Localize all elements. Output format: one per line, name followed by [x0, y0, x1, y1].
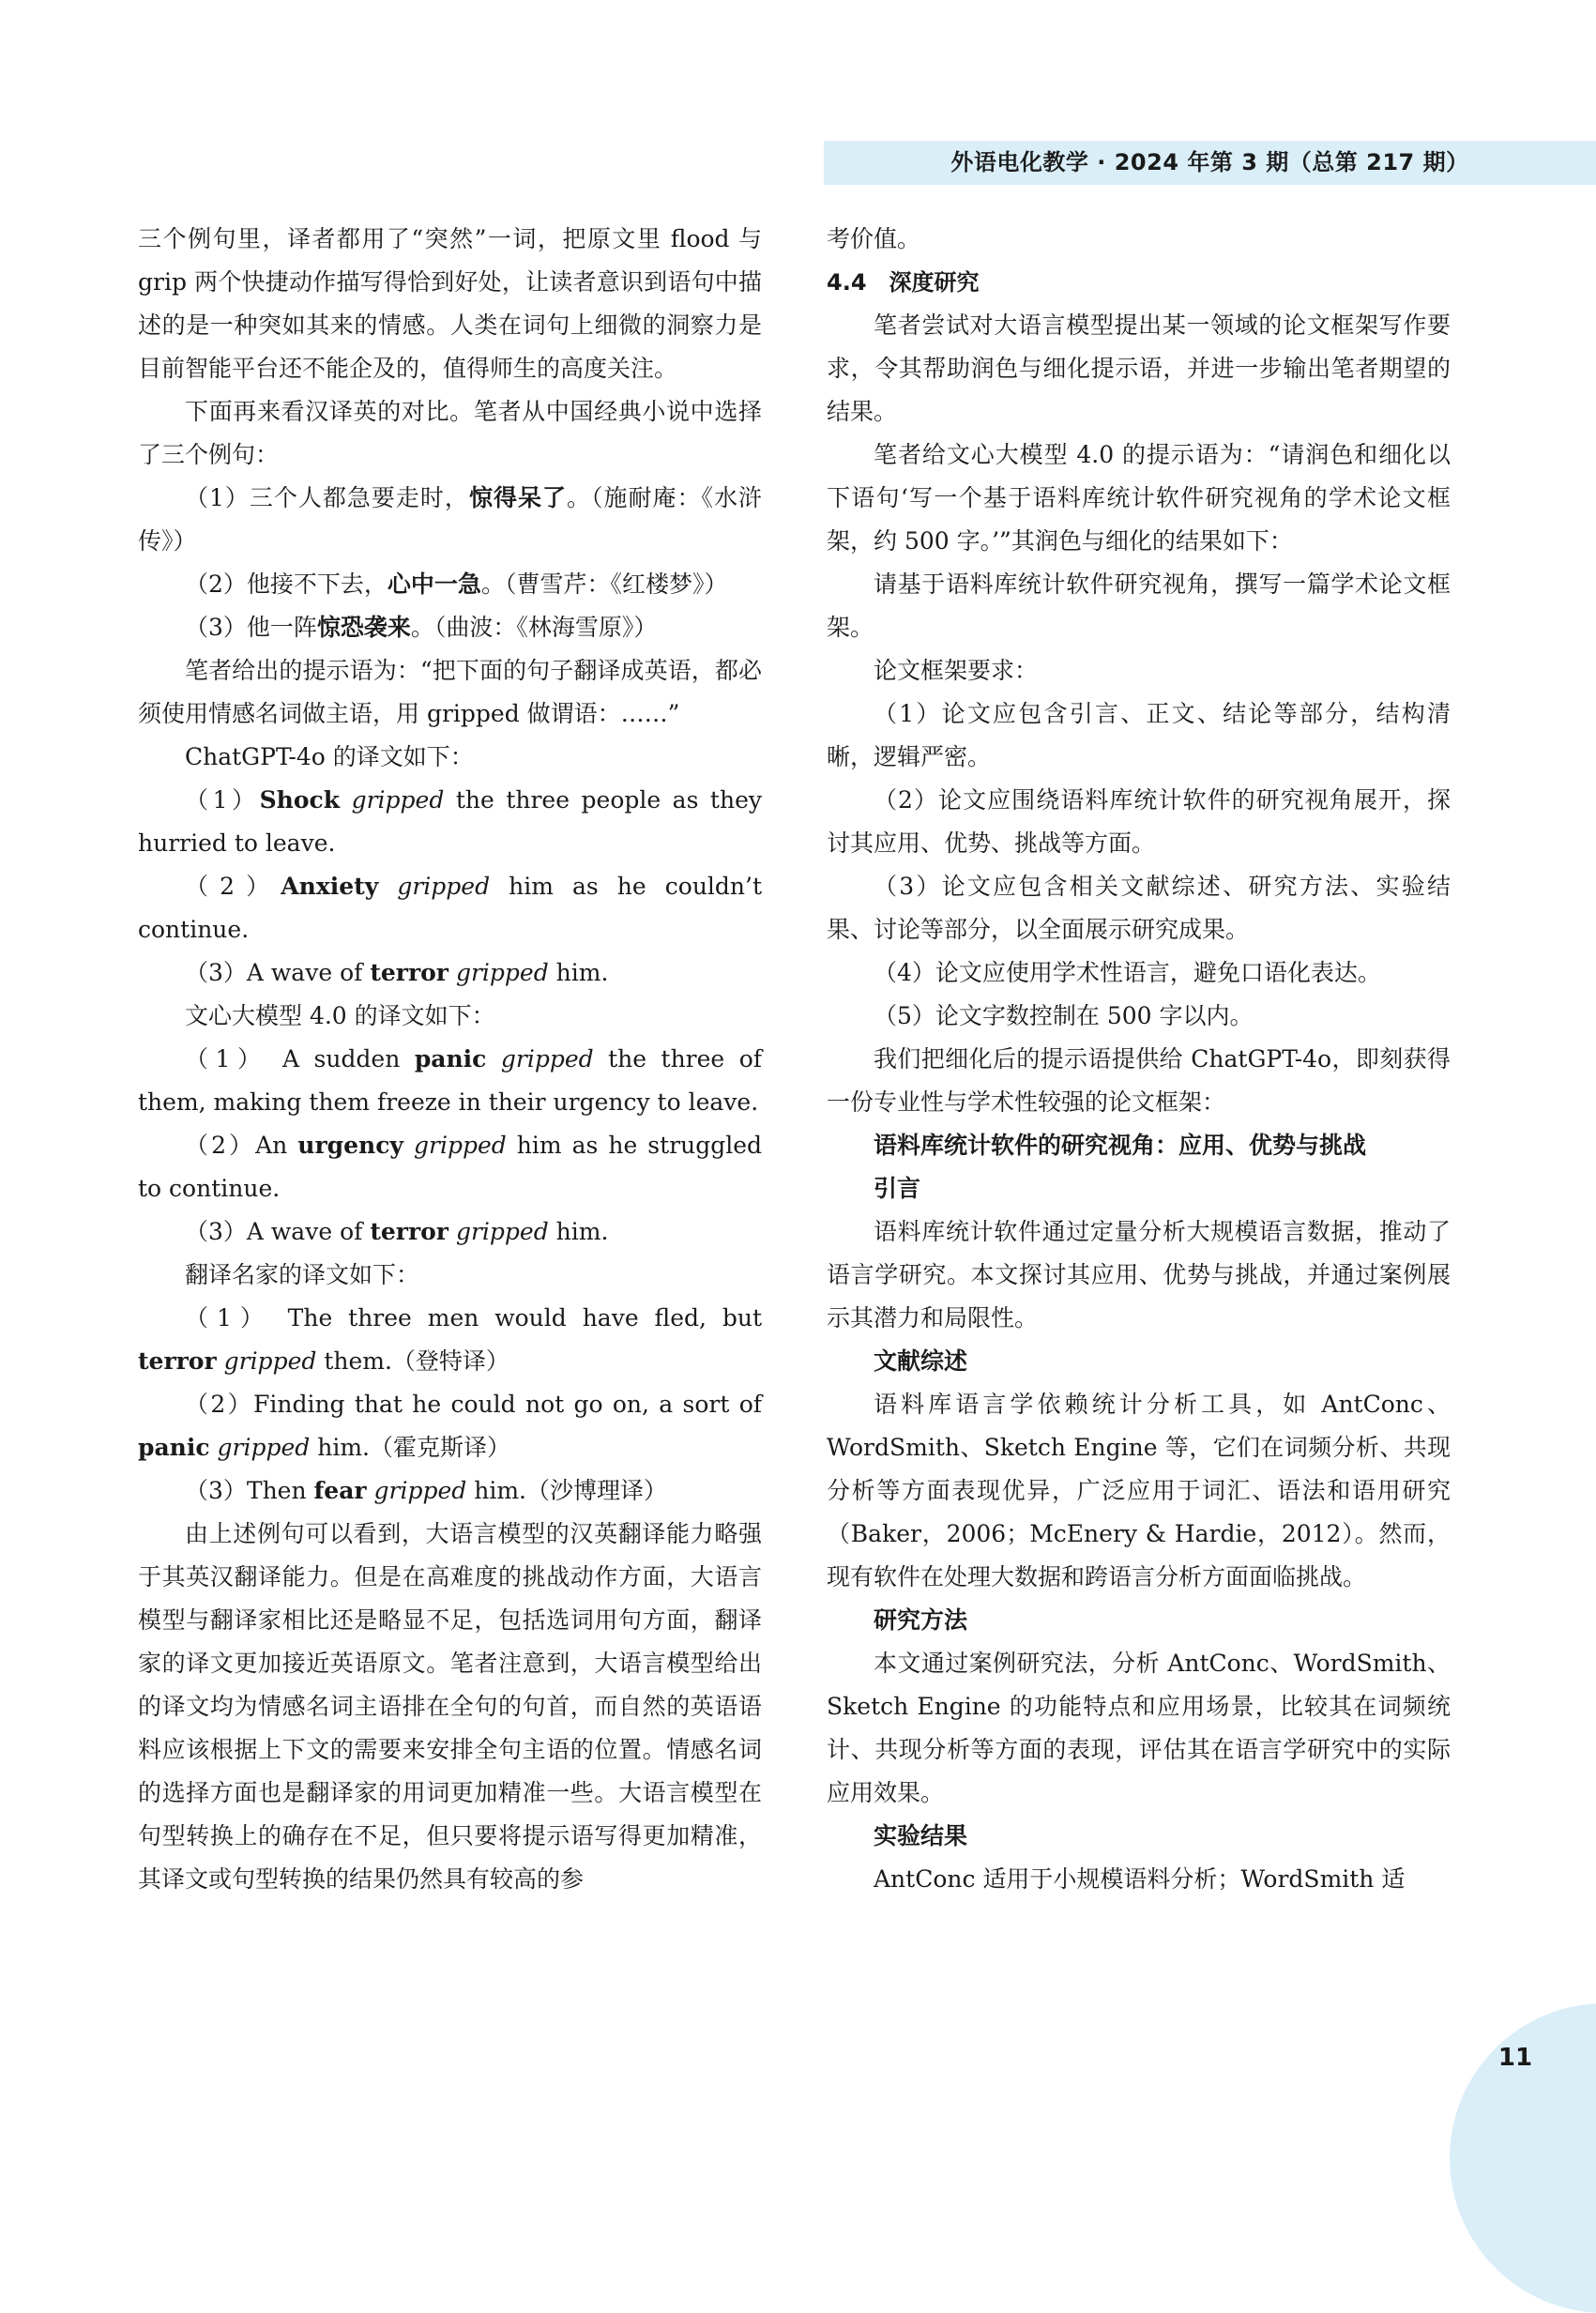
wenxin-translation-1: （1） A sudden panic gripped the three of them, making them freeze in their urgency to leave. — [138, 1045, 762, 1116]
framework-heading: 实验结果 — [874, 1822, 968, 1849]
framework-text: 语料库语言学依赖统计分析工具，如 AntConc、WordSmith、Sketch Engine 等，它们在词频分析、共现分析等方面表现优异，广泛应用于词汇、语法和语用研究（Baker，2006；McEnery & Hardie，2012）。然而，现有软件在处理大数据和跨语言分析方面面临挑战。 — [827, 1391, 1451, 1590]
framework-title: 语料库统计软件的研究视角：应用、优势与挑战 — [874, 1132, 1367, 1159]
wenxin-translation-3: （3）A wave of terror gripped him. — [185, 1218, 609, 1245]
expert-translation-2: （2）Finding that he could not go on, a sort of panic gripped him.（霍克斯译） — [138, 1391, 762, 1461]
paragraph: 笔者给出的提示语为：“把下面的句子翻译成英语，都必须使用情感名词做主语，用 gripped 做谓语：……” — [138, 657, 762, 727]
gpt-translation-3: （3）A wave of terror gripped him. — [185, 959, 609, 986]
framework-text: 语料库统计软件通过定量分析大规模语言数据，推动了语言学研究。本文探讨其应用、优势与挑战，并通过案例展示其潜力和局限性。 — [827, 1218, 1451, 1331]
prompt-text: 论文框架要求： — [874, 657, 1039, 684]
paragraph: 文心大模型 4.0 的译文如下： — [185, 1002, 495, 1029]
paragraph: 考价值。 — [827, 225, 921, 252]
paragraph: 笔者给文心大模型 4.0 的提示语为：“请润色和细化以下语句‘写一个基于语料库统计软件研究视角的学术论文框架，约 500 字。’”其润色与细化的结果如下： — [827, 441, 1451, 555]
paragraph: 由上述例句可以看到，大语言模型的汉英翻译能力略强于其英汉翻译能力。但是在高难度的挑战动作方面，大语言模型与翻译家相比还是略显不足，包括选词用句方面，翻译家的译文更加接近英语原文。笔者注意到，大语言模型给出的译文均为情感名词主语排在全句的句首，而自然的英语语料应该根据上下文的需要来安排全句主语的位置。情感名词的选择方面也是翻译家的用词更加精准一些。大语言模型在句型转换上的确存在不足，但只要将提示语写得更加精准，其译文或句型转换的结果仍然具有较高的参 — [138, 1520, 762, 1893]
prompt-item: （2）论文应围绕语料库统计软件的研究视角展开，探讨其应用、优势、挑战等方面。 — [827, 786, 1451, 857]
gpt-translation-2: （2）Anxiety gripped him as he couldn’t continue. — [138, 873, 763, 943]
prompt-text: 请基于语料库统计软件研究视角，撰写一篇学术论文框架。 — [827, 571, 1451, 641]
page-number: 11 — [1497, 2044, 1533, 2072]
example-cn-2: （2）他接不下去，心中一急。（曹雪芹：《红楼梦》） — [185, 571, 728, 598]
paragraph: 三个例句里，译者都用了“突然”一词，把原文里 flood 与 grip 两个快捷动作描写得恰到好处，让读者意识到语句中描述的是一种突如其来的情感。人类在词句上细微的洞察力是目前智能平台还不能企及的，值得师生的高度关注。 — [138, 225, 762, 382]
framework-text: 本文通过案例研究法，分析 AntConc、WordSmith、Sketch Engine 的功能特点和应用场景，比较其在词频统计、共现分析等方面的表现，评估其在语言学研究中的实际应用效果。 — [827, 1650, 1451, 1806]
framework-heading: 文献综述 — [874, 1347, 968, 1375]
framework-heading: 引言 — [874, 1175, 921, 1202]
gpt-translation-1: （1）Shock gripped the three people as they hurried to leave. — [138, 786, 762, 857]
paragraph: 我们把细化后的提示语提供给 ChatGPT-4o，即刻获得一份专业性与学术性较强的论文框架： — [827, 1045, 1451, 1116]
wenxin-translation-2: （2）An urgency gripped him as he struggled to continue. — [138, 1132, 762, 1202]
prompt-item: （3）论文应包含相关文献综述、研究方法、实验结果、讨论等部分，以全面展示研究成果。 — [827, 873, 1451, 943]
example-cn-1: （1）三个人都急要走时，惊得呆了。（施耐庵：《水浒传》） — [138, 484, 762, 555]
framework-text: AntConc 适用于小规模语料分析；WordSmith 适 — [874, 1865, 1406, 1893]
journal-header: 外语电化教学 · 2024 年第 3 期（总第 217 期） — [950, 149, 1469, 175]
paragraph: 翻译名家的译文如下： — [185, 1261, 420, 1288]
paragraph: 下面再来看汉译英的对比。笔者从中国经典小说中选择了三个例句： — [138, 398, 762, 468]
framework-heading: 研究方法 — [874, 1606, 968, 1634]
expert-translation-1: （1） The three men would have fled, but terror gripped them.（登特译） — [138, 1304, 762, 1375]
section-heading: 4.4 深度研究 — [827, 269, 980, 296]
right-column — [827, 218, 1451, 1901]
expert-translation-3: （3）Then fear gripped him.（沙博理译） — [185, 1477, 667, 1504]
paragraph: 笔者尝试对大语言模型提出某一领域的论文框架写作要求，令其帮助润色与细化提示语，并进一步输出笔者期望的结果。 — [827, 312, 1451, 425]
prompt-item: （5）论文字数控制在 500 字以内。 — [874, 1002, 1254, 1029]
paragraph: ChatGPT-4o 的译文如下： — [185, 743, 474, 770]
left-column — [138, 218, 762, 1901]
prompt-item: （4）论文应使用学术性语言，避免口语化表达。 — [874, 959, 1381, 986]
prompt-item: （1）论文应包含引言、正文、结论等部分，结构清晰，逻辑严密。 — [827, 700, 1451, 770]
example-cn-3: （3）他一阵惊恐袭来。（曲波：《林海雪原》） — [185, 614, 658, 641]
